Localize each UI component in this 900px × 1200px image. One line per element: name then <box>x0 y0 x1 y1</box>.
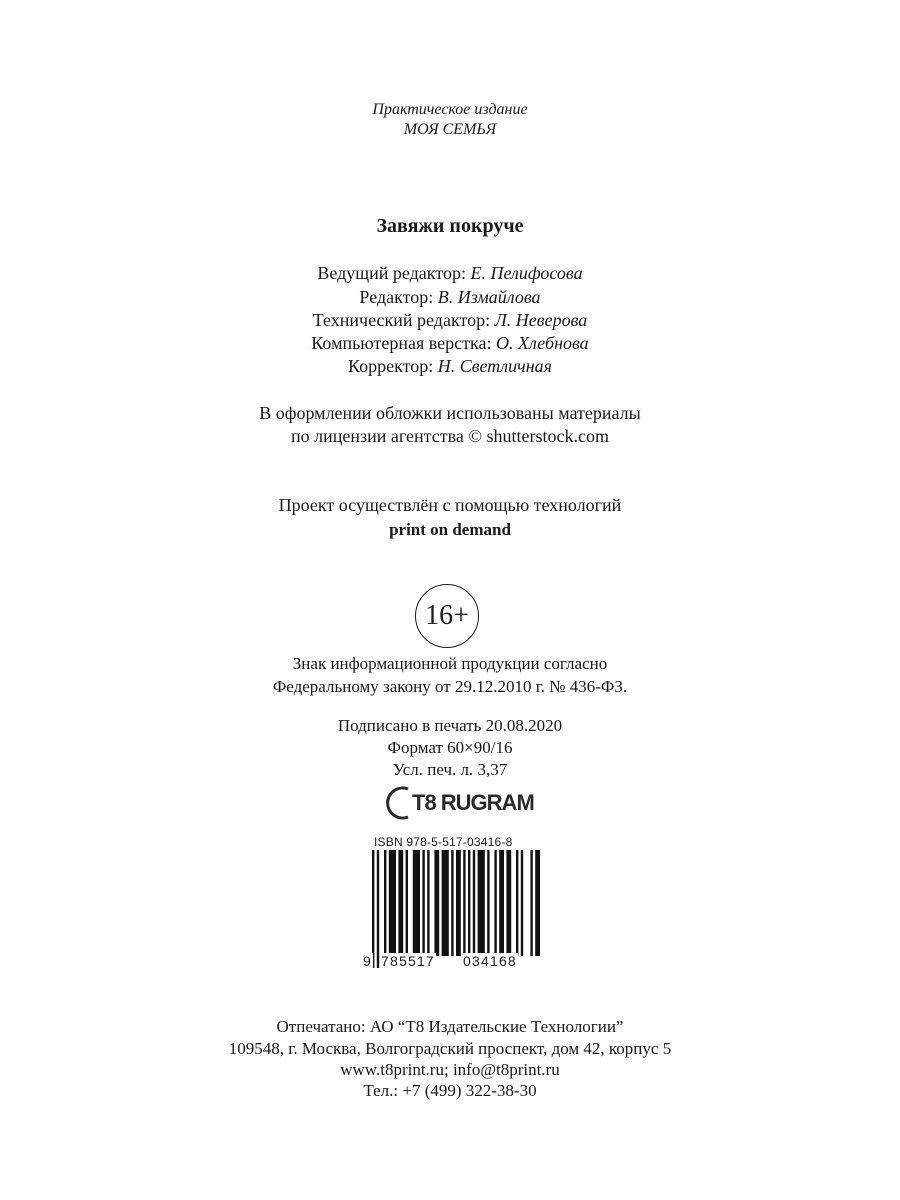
credit-person: В. Измайлова <box>437 287 541 307</box>
logo-text: T8 RUGRAM <box>412 790 534 815</box>
print-format: Формат 60×90/16 <box>387 738 513 757</box>
credit-role: Ведущий редактор: <box>317 263 471 283</box>
barcode-bar <box>427 850 429 956</box>
age-rating-note-line2: Федеральному закону от 29.12.2010 г. № 436-ФЗ. <box>272 677 628 696</box>
printer-line4: Тел.: +7 (499) 322-38-30 <box>363 1081 537 1100</box>
print-sheets: Усл. печ. л. 3,37 <box>392 760 508 779</box>
book-title: Завяжи покруче <box>376 215 524 237</box>
credit-person: Е. Пелифосова <box>470 263 583 283</box>
barcode-bar <box>494 850 496 956</box>
barcode-bar <box>530 850 532 956</box>
edition-type: Практическое издание <box>372 101 528 118</box>
barcode-bar <box>372 850 374 968</box>
age-rating-badge: 16+ <box>415 584 479 648</box>
barcode-bar <box>521 850 523 956</box>
printer-line1: Отпечатано: АО “Т8 Издательские Технологии” <box>276 1017 624 1036</box>
barcode-bar <box>499 850 504 956</box>
credit-role: Технический редактор: <box>312 310 495 330</box>
signed-date: Подписано в печать 20.08.2020 <box>337 716 563 735</box>
credit-line <box>0 310 900 331</box>
barcode-bar <box>478 850 485 968</box>
barcode-bar <box>413 850 420 956</box>
credit-line <box>0 287 900 308</box>
barcode-bar <box>463 850 465 956</box>
barcode-bar <box>468 850 470 956</box>
credit-role: Корректор: <box>347 356 438 376</box>
barcode-bar <box>535 850 540 956</box>
project-line2: print on demand <box>389 520 511 539</box>
barcode-bar <box>406 850 408 956</box>
barcode-bar <box>506 850 511 956</box>
barcode-bar <box>377 850 379 968</box>
barcode-digit-first: 9 <box>363 953 372 969</box>
barcode-bar <box>389 850 396 956</box>
project-line1: Проект осуществлён с помощью технологий <box>278 495 622 515</box>
barcode-bar <box>442 850 449 956</box>
barcode-digits-left: 785517 <box>381 953 435 969</box>
credit-line <box>0 333 900 354</box>
credit-person: Н. Светличная <box>437 356 553 376</box>
credit-person: О. Хлебнова <box>495 333 589 353</box>
barcode-bar <box>516 850 518 956</box>
barcode-bar <box>398 850 403 956</box>
isbn-barcode <box>360 850 540 970</box>
isbn-label: ISBN 978-5-517-03416-8 <box>374 835 513 849</box>
credit-person: Л. Неверова <box>494 310 588 330</box>
series-name: МОЯ СЕМЬЯ <box>403 121 497 138</box>
printer-line3: www.t8print.ru; info@t8print.ru <box>340 1060 560 1079</box>
credit-line <box>0 356 900 377</box>
cover-note-line2: по лицензии агентства © shutterstock.com <box>291 426 609 446</box>
cover-note-line1: В оформлении обложки использованы материалы <box>259 403 641 423</box>
credit-role: Редактор: <box>359 287 438 307</box>
barcode-bar <box>434 850 439 956</box>
credit-line <box>0 263 900 284</box>
age-rating-note-line1: Знак информационной продукции согласно <box>292 654 608 673</box>
printer-line2: 109548, г. Москва, Волгоградский проспект, дом 42, корпус 5 <box>228 1039 672 1058</box>
barcode-bar <box>473 850 475 968</box>
barcode-bar <box>451 850 453 956</box>
barcode-bar <box>487 850 489 956</box>
credit-role: Компьютерная верстка: <box>311 333 496 353</box>
barcode-bar <box>384 850 386 956</box>
barcode-digits-right: 034168 <box>463 953 517 969</box>
barcode-bar <box>456 850 461 956</box>
barcode-bar <box>422 850 424 956</box>
